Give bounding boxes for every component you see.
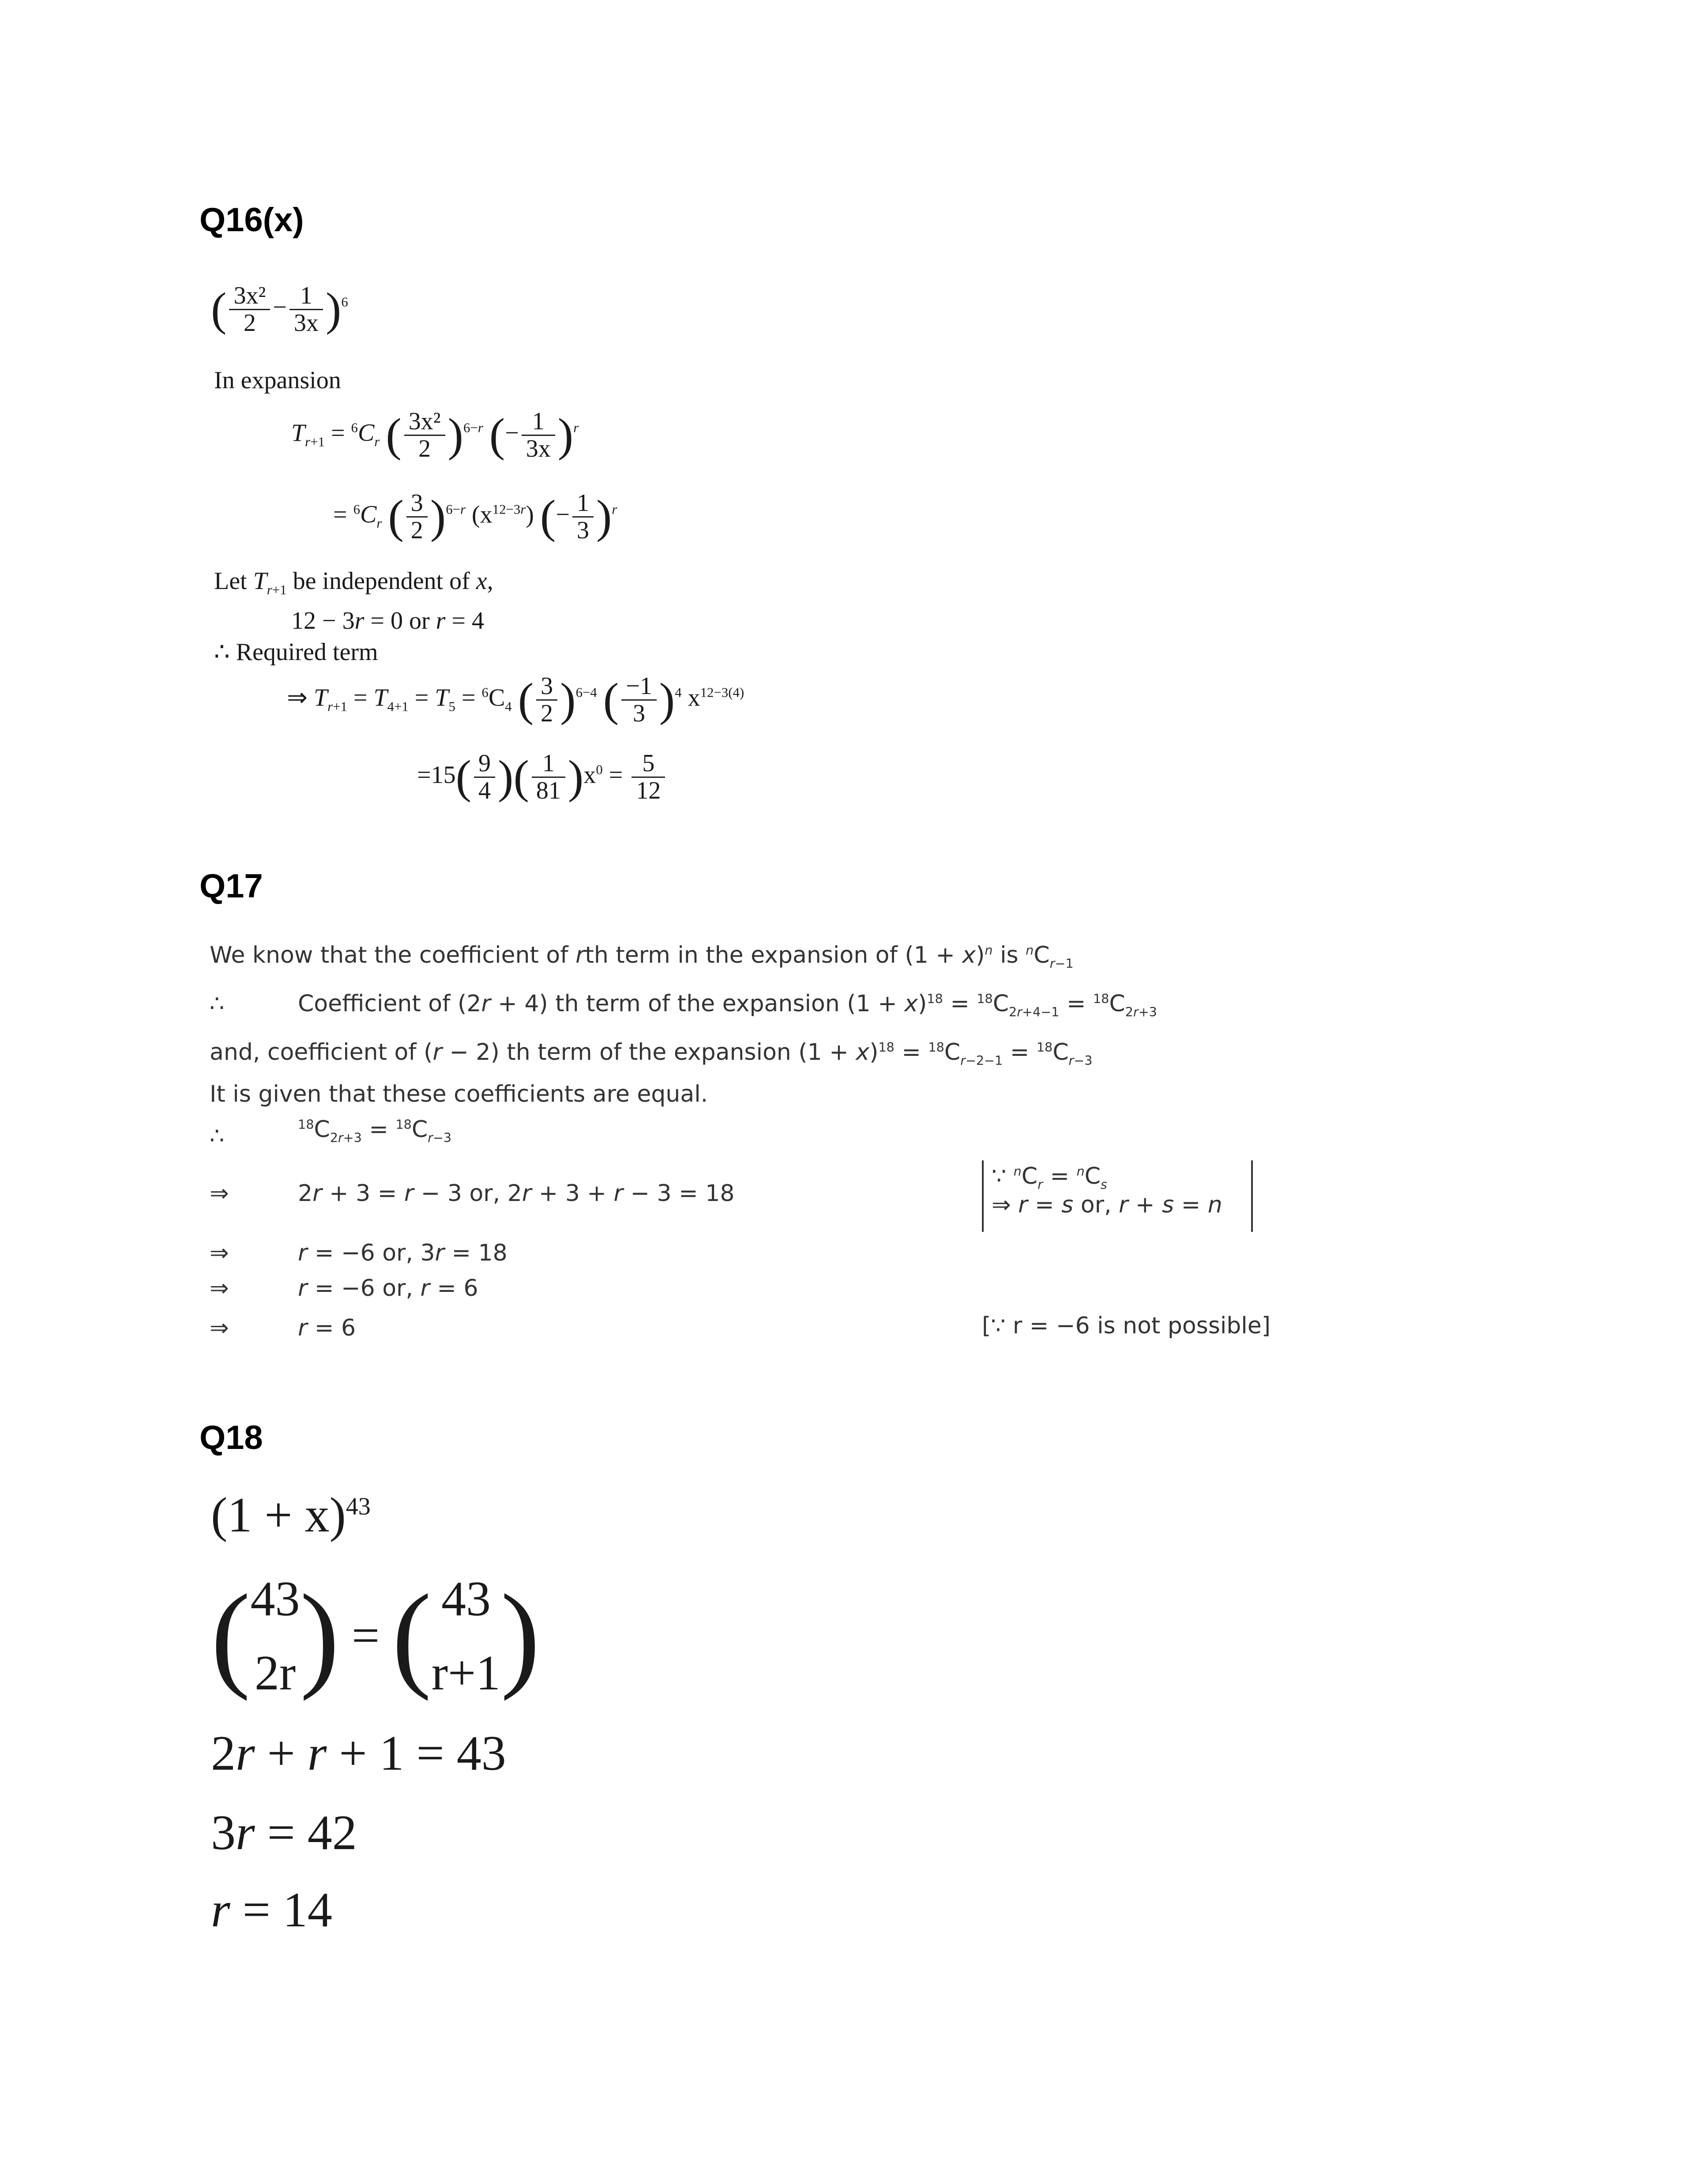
note-line-2: ⇒ r = s or, r + s = n [992, 1192, 1222, 1219]
heading-q16: Q16(x) [199, 201, 304, 239]
q17-line-1: We know that the coefficient of rth term in the expansion of $(1 + x)^n$ is $^nC_{r-1}$ [210, 942, 1074, 971]
note-line-1: ∵ $^nC_r = ^nC_s$ [992, 1163, 1107, 1192]
heading-q18: Q18 [199, 1419, 263, 1456]
q16-condition: 12 − 3r = 0 or r = 4 [291, 607, 485, 634]
q16-final-answer: =15( $\frac{9}{4}$ )( $\frac{1}{81}$ )$x^0$ = $\frac{5}{12}$ [417, 750, 668, 804]
implies-symbol: ⇒ [210, 1275, 229, 1302]
heading-q17: Q17 [199, 867, 263, 905]
q17-note-not-possible: [∵ r = −6 is not possible] [982, 1313, 1271, 1339]
q17-line-5: $^{18}C_{2r+3} = ^{18}C_{r-3}$ [298, 1116, 452, 1145]
q17-line-7: r = −6 or, 3r = 18 [298, 1240, 508, 1266]
q18-line-5: r = 14 [211, 1883, 332, 1937]
q18-expression: $(1 + x)^{43}$ [211, 1488, 371, 1542]
q16-expression: ( $\frac{\text{3x²}}{2}$ − $\frac{1}{3x}$ )$^6$ [211, 282, 348, 337]
q17-line-3: and, coefficient of (r − 2) th term of the expansion $(1 + x)^{18} = ^{18}C_{r-2-1} = ^{18}C_{r-3}$ [210, 1039, 1093, 1068]
q17-line-2: Coefficient of (2r + 4) th term of the expansion $(1 + x)^{18} = ^{18}C_{2r+4-1} = ^{18}C_{2r+3}$ [298, 991, 1157, 1020]
q18-line-3: 2r + r + 1 = 43 [211, 1726, 506, 1781]
q16-let-statement: Let $T_{r+1}$ be independent of x, [214, 567, 493, 598]
implies-symbol: ⇒ [210, 1315, 229, 1341]
implies-symbol: ⇒ [210, 1180, 229, 1207]
q17-line-9: r = 6 [298, 1315, 356, 1341]
q17-line-8: r = −6 or, r = 6 [298, 1275, 478, 1302]
therefore-symbol: ∴ [210, 991, 225, 1017]
q17-line-4: It is given that these coefficients are equal. [210, 1081, 708, 1107]
q16-general-term: $T_{r+1} = ^6C_r$ ( $\frac{\text{3x²}}{2}$ )$^{6-r}$ (− $\frac{1}{3x}$ )$^r$ [291, 408, 579, 462]
q18-line-4: 3r = 42 [211, 1805, 357, 1860]
q16-required-term-label: ∴ Required term [214, 638, 378, 666]
q18-binomial-equation: ( 43 2r ) = ( 43 r+1 ) [211, 1562, 540, 1710]
binomial-left: ( 43 2r ) [211, 1570, 340, 1702]
implies-symbol: ⇒ [210, 1240, 229, 1266]
q17-note-property [982, 1160, 1253, 1232]
therefore-symbol: ∴ [210, 1123, 225, 1149]
q16-required-term: ⇒ $T_{r+1} = T_{4+1} = T_5 = ^6C_4$ ( $\frac{3}{2}$ )$^{6-4}$ ( $\frac{-1}{3}$ )$^4$ $x^{12-3(4)}$ [287, 672, 744, 727]
q16-simplified-term: = $^6C_r$ ( $\frac{3}{2}$ )$^{6-r}$ $(x^{12-3r})$ (− $\frac{1}{3}$ )$^r$ [333, 489, 617, 544]
q17-line-6: 2r + 3 = r − 3 or, 2r + 3 + r − 3 = 18 [298, 1180, 735, 1207]
q16-in-expansion: In expansion [214, 367, 341, 394]
binomial-right: ( 43 r+1 ) [392, 1570, 540, 1702]
